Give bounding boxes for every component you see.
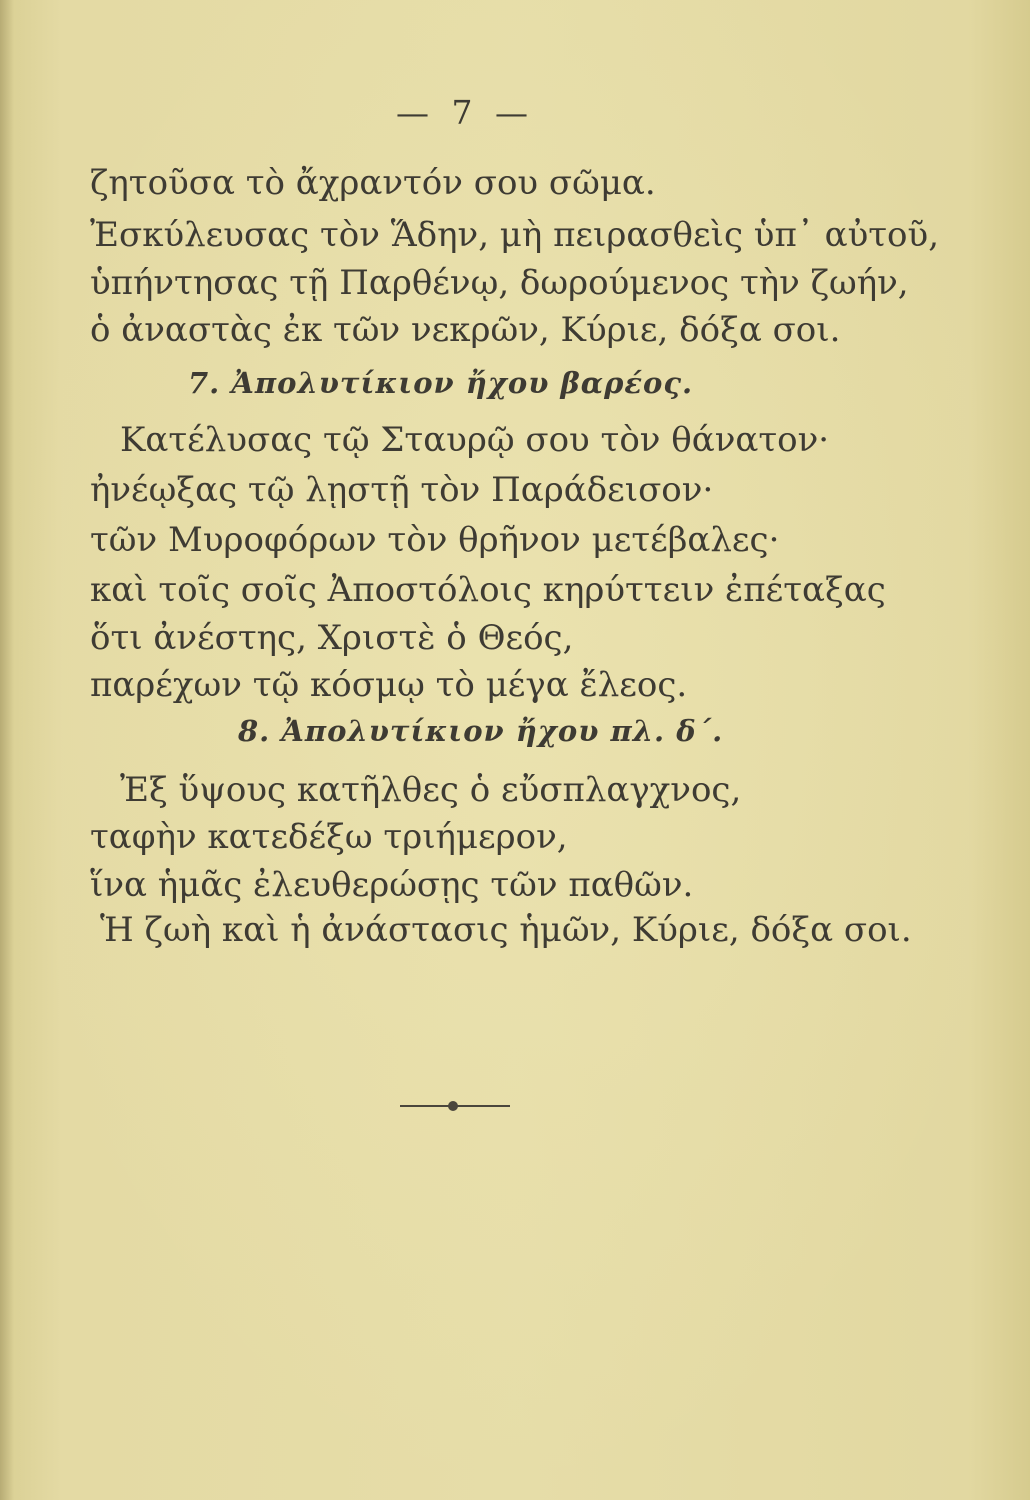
- end-ornament-dot: [448, 1101, 458, 1111]
- text-line: ὁ ἀναστὰς ἐκ τῶν νεκρῶν, Κύριε, δόξα σοι.: [90, 310, 841, 350]
- section-heading: 8. Ἀπολυτίκιον ἤχου πλ. δ΄.: [238, 714, 724, 748]
- text-line: τῶν Μυροφόρων τὸν θρῆνον μετέβαλες·: [90, 520, 780, 560]
- section-heading: 7. Ἀπολυτίκιον ἤχου βαρέος.: [188, 366, 694, 400]
- page-number: — 7 —: [396, 93, 534, 132]
- text-line: Ἡ ζωὴ καὶ ἡ ἀνάστασις ἡμῶν, Κύριε, δόξα σοι.: [100, 910, 912, 950]
- text-line: ὑπήντησας τῇ Παρθένῳ, δωρούμενος τὴν ζωήν,: [90, 263, 909, 303]
- text-line: καὶ τοῖς σοῖς Ἀποστόλοις κηρύττειν ἐπέταξας: [90, 570, 886, 610]
- text-line: ὅτι ἀνέστης, Χριστὲ ὁ Θεός,: [90, 618, 574, 658]
- text-line: ταφὴν κατεδέξω τριήμερον,: [90, 817, 568, 857]
- text-line: ἵνα ἡμᾶς ἐλευθερώσῃς τῶν παθῶν.: [90, 865, 694, 905]
- text-line: Ἐσκύλευσας τὸν Ἅδην, μὴ πειρασθεὶς ὑπ᾿ αὐτοῦ,: [90, 215, 940, 255]
- page-binding-shadow: [0, 0, 14, 1500]
- text-line: Κατέλυσας τῷ Σταυρῷ σου τὸν θάνατον·: [120, 420, 830, 460]
- text-line: παρέχων τῷ κόσμῳ τὸ μέγα ἔλεος.: [90, 665, 688, 705]
- text-line: ζητοῦσα τὸ ἄχραντόν σου σῶμα.: [90, 163, 656, 203]
- text-line: ἠνέῳξας τῷ λῃστῇ τὸν Παράδεισον·: [90, 470, 714, 510]
- text-line: Ἐξ ὕψους κατῆλθες ὁ εὔσπλαγχνος,: [120, 770, 742, 810]
